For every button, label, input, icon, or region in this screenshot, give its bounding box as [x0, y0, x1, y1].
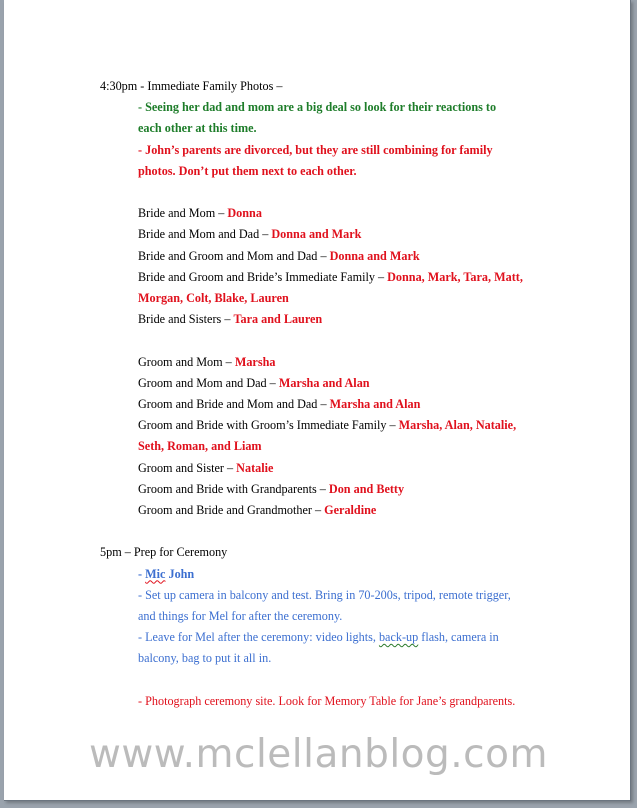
shot-label: Groom and Bride and Grandmother –	[138, 503, 325, 518]
shot-names: Marsha and Alan	[278, 375, 370, 390]
watermark-text: www.mclellanblog.com	[89, 732, 548, 777]
shot-names-continued: Morgan, Colt, Blake, Lauren	[138, 291, 289, 306]
leave-text-end: flash, camera in	[418, 630, 499, 645]
shot-label: Groom and Mom and Dad –	[138, 375, 279, 390]
shot-list-item	[100, 267, 560, 288]
shot-names: Don and Betty	[328, 481, 405, 496]
spacer	[100, 182, 560, 203]
shot-names: Geraldine	[324, 503, 377, 518]
section-heading-ceremony-prep: 5pm – Prep for Ceremony	[100, 545, 228, 560]
shot-label: Bride and Groom and Bride’s Immediate Family –	[138, 269, 388, 284]
spacer	[100, 330, 560, 351]
leave-text-start: - Leave for Mel after the ceremony: video lights,	[138, 630, 379, 645]
document-page	[4, 0, 631, 801]
spacer	[100, 670, 560, 691]
mic-note	[100, 564, 560, 585]
shot-list-item	[100, 479, 560, 500]
shot-names: Marsha, Alan, Natalie,	[398, 418, 517, 433]
shot-label: Groom and Sister –	[138, 460, 237, 475]
shot-list-item	[100, 415, 560, 436]
shot-names: Donna and Mark	[271, 227, 362, 242]
shot-list-item	[100, 458, 560, 479]
shot-names: Natalie	[236, 460, 274, 475]
shot-list-item	[100, 373, 560, 394]
shot-label: Bride and Groom and Mom and Dad –	[138, 248, 330, 263]
shot-list-item	[100, 352, 560, 373]
backup-word: back-up	[378, 630, 419, 645]
photograph-note: - Photograph ceremony site. Look for Memory Table for Jane’s grandparents.	[138, 693, 516, 708]
shot-label: Bride and Mom and Dad –	[138, 227, 272, 242]
spacer	[100, 521, 560, 542]
leave-note-line	[100, 627, 560, 648]
shot-list-item	[100, 246, 560, 267]
shot-label: Bride and Sisters –	[138, 312, 234, 327]
shot-list-item	[100, 224, 560, 245]
document-body	[100, 76, 560, 712]
section-heading-family-photos: 4:30pm - Immediate Family Photos –	[100, 79, 283, 93]
note-green-line: each other at this time.	[138, 121, 257, 136]
shot-label: Groom and Bride with Groom’s Immediate Family –	[138, 418, 399, 433]
shot-list-item	[100, 500, 560, 521]
shot-label: Groom and Bride with Grandparents –	[138, 481, 329, 496]
shot-list-item	[100, 203, 560, 224]
leave-note-line: balcony, bag to put it all in.	[138, 651, 272, 666]
mic-name: John	[165, 566, 195, 581]
shot-names: Tara and Lauren	[233, 312, 323, 327]
mic-word: Mic	[145, 566, 166, 581]
shot-names: Marsha	[234, 354, 276, 369]
shot-label: Bride and Mom –	[138, 206, 228, 221]
mic-dash: -	[138, 566, 146, 581]
shot-names-continued: Seth, Roman, and Liam	[138, 439, 262, 454]
shot-names: Donna	[227, 206, 262, 221]
note-red-line: - John’s parents are divorced, but they are still combining for family	[138, 142, 493, 157]
shot-names: Marsha and Alan	[329, 397, 421, 412]
shot-names: Donna and Mark	[329, 248, 420, 263]
shot-names: Donna, Mark, Tara, Matt,	[387, 269, 523, 284]
shot-list-item	[100, 394, 560, 415]
setup-note-line: and things for Mel for after the ceremony.	[138, 609, 343, 624]
note-green-line: - Seeing her dad and mom are a big deal so look for their reactions to	[138, 100, 497, 115]
note-red-line: photos. Don’t put them next to each other.	[138, 163, 357, 178]
shot-label: Groom and Bride and Mom and Dad –	[138, 397, 330, 412]
shot-list-item	[100, 309, 560, 330]
shot-label: Groom and Mom –	[138, 354, 235, 369]
setup-note-line: - Set up camera in balcony and test. Bring in 70-200s, tripod, remote trigger,	[138, 587, 511, 602]
